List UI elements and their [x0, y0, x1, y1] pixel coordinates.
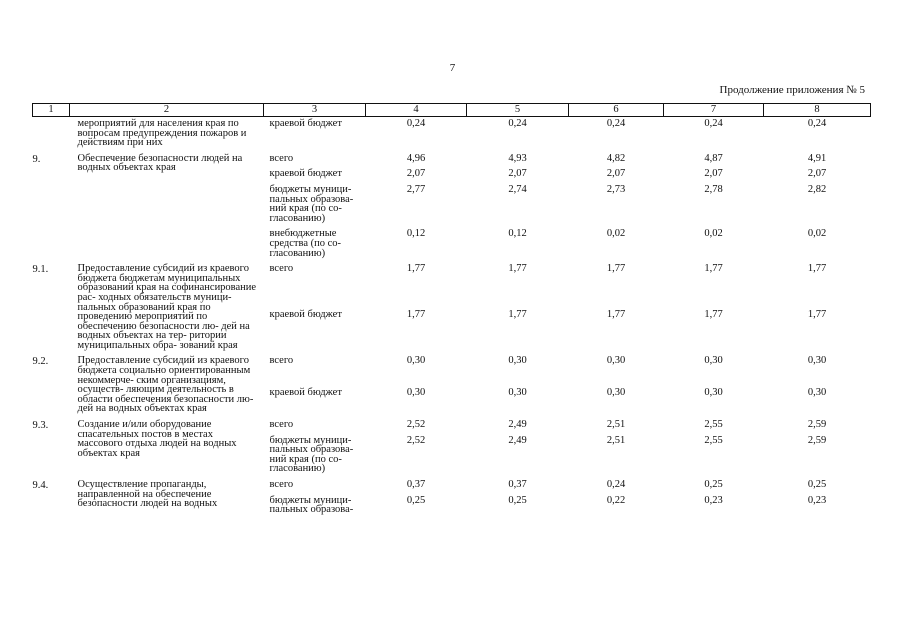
- funding-source: бюджеты муници- пальных образова- ний края (по со- гласованию): [269, 183, 354, 224]
- amount-value: 0,30: [406, 387, 426, 399]
- funding-source-cell: [264, 163, 366, 179]
- funding-source: всего: [269, 152, 294, 164]
- amount-value: 0,30: [704, 387, 723, 399]
- amount-value: 0,30: [606, 387, 626, 399]
- measure-name-cell: [70, 258, 264, 350]
- amount-value: 0,30: [508, 387, 527, 399]
- amount-value: 2,49: [508, 419, 527, 431]
- column-header: 8: [764, 104, 871, 117]
- measure-name-cell: [70, 350, 264, 414]
- amount-value: 2,07: [508, 168, 527, 180]
- amount-value: 0,30: [606, 355, 626, 367]
- amount-value: 0,30: [807, 355, 827, 367]
- measure-name: мероприятий для населения края по вопросам предупреждения пожаров и действиям при них: [77, 118, 247, 149]
- funding-source-cell: [264, 474, 366, 490]
- amount-value: 2,59: [807, 419, 827, 431]
- funding-source-cell: [264, 490, 366, 515]
- measure-name-cell: [70, 474, 264, 515]
- amount-value: 2,51: [606, 419, 626, 431]
- amount-value: 0,30: [508, 355, 527, 367]
- funding-source: всего: [269, 419, 294, 431]
- amount-value: 2,51: [606, 434, 626, 446]
- funding-source-cell: [264, 223, 366, 258]
- amount-value: 0,12: [406, 228, 426, 240]
- amount-value: 1,77: [807, 263, 827, 275]
- amount-value: 4,91: [807, 152, 827, 164]
- amount-value: 1,77: [406, 263, 426, 275]
- funding-source-cell: [264, 350, 366, 382]
- amount-value: 2,59: [807, 434, 827, 446]
- column-header: 5: [467, 104, 569, 117]
- measure-name: Создание и/или оборудование спасательных постов в местах массового отдыха людей на водных объектах края: [77, 419, 237, 459]
- measure-name-cell: [70, 148, 264, 258]
- funding-source: бюджеты муници- пальных образова-: [269, 494, 354, 516]
- row-number: 9.2.: [32, 356, 49, 368]
- measure-name: Обеспечение безопасности людей на водных объектах края: [77, 152, 243, 174]
- amount-value: 0,37: [406, 479, 426, 490]
- amount-value: 2,82: [807, 183, 827, 195]
- amount-value: 2,07: [406, 168, 426, 180]
- funding-source: краевой бюджет: [269, 168, 342, 180]
- row-number: 9.4.: [32, 480, 49, 491]
- funding-source-cell: [264, 382, 366, 414]
- amount-value: 1,77: [508, 263, 527, 275]
- amount-value: 0,25: [704, 479, 723, 490]
- funding-source: бюджеты муници- пальных образова- ний края (по со- гласованию): [269, 434, 354, 475]
- amount-value: 0,12: [508, 228, 527, 240]
- amount-value: 0,25: [406, 494, 426, 506]
- amount-value: 2,07: [704, 168, 723, 180]
- amount-value: 0,30: [406, 355, 426, 367]
- amount-value: 0,25: [807, 479, 827, 490]
- amount-value: 4,87: [704, 152, 723, 164]
- amount-value: 2,07: [606, 168, 626, 180]
- table-row: [33, 350, 871, 382]
- funding-source-cell: [264, 148, 366, 164]
- column-header: 7: [664, 104, 764, 117]
- amount-value: 4,96: [406, 152, 426, 164]
- budget-table: [32, 103, 871, 515]
- amount-value: 2,77: [406, 183, 426, 195]
- amount-value: 2,55: [704, 434, 723, 446]
- funding-source: краевой бюджет: [269, 309, 342, 321]
- table-row: [33, 258, 871, 304]
- amount-value: 4,93: [508, 152, 527, 164]
- appendix-continuation-label: Продолжение приложения № 5: [719, 84, 865, 96]
- amount-value: 0,23: [704, 494, 723, 506]
- funding-source: краевой бюджет: [269, 118, 342, 129]
- column-header: 3: [264, 104, 366, 117]
- funding-source-cell: [264, 430, 366, 474]
- measure-name: Предоставление субсидий из краевого бюджета социально ориентированным некоммерче- ским организациям, осуществ- ляющим деятельность в области обеспечения безопасности лю- дей на водных объектах края: [77, 355, 254, 415]
- amount-value: 0,24: [406, 118, 426, 129]
- funding-source-cell: [264, 117, 366, 148]
- measure-name-cell: [70, 414, 264, 474]
- amount-value: 2,49: [508, 434, 527, 446]
- funding-source-cell: [264, 179, 366, 223]
- amount-value: 0,25: [508, 494, 527, 506]
- funding-source-cell: [264, 258, 366, 304]
- funding-source: краевой бюджет: [269, 387, 342, 399]
- row-number: [33, 117, 70, 148]
- amount-value: 0,24: [508, 118, 527, 129]
- funding-source: всего: [269, 263, 294, 275]
- amount-value: 2,78: [704, 183, 723, 195]
- funding-source-cell: [264, 304, 366, 350]
- amount-value: 1,77: [406, 309, 426, 321]
- amount-value: 1,77: [807, 309, 827, 321]
- row-number: 9.3.: [32, 420, 49, 432]
- amount-value: 0,24: [606, 479, 626, 490]
- column-header: 4: [366, 104, 467, 117]
- measure-name: Предоставление субсидий из краевого бюджета бюджетам муниципальных образований края на софинансирование рас- ходных обязательств муници- пальных образований края по проведению мероприятий по обеспечению безопасности лю- дей на водных объектах на тер- ритории муниципальных обра- зований края: [77, 263, 257, 351]
- amount-value: 0,02: [606, 228, 626, 240]
- amount-value: 4,82: [606, 152, 626, 164]
- measure-name: Осуществление пропаганды, направленной на обеспечение безопасности людей на водных: [77, 479, 218, 510]
- table-row: [33, 474, 871, 490]
- amount-value: 2,52: [406, 434, 426, 446]
- funding-source: всего: [269, 479, 294, 490]
- amount-value: 2,73: [606, 183, 626, 195]
- table-row: [33, 117, 871, 148]
- amount-value: 2,55: [704, 419, 723, 431]
- row-number: 9.1.: [32, 264, 49, 276]
- table-row: [33, 148, 871, 164]
- amount-value: 2,07: [807, 168, 827, 180]
- measure-name-cell: [70, 117, 264, 148]
- column-header: 2: [70, 104, 264, 117]
- table-row: [33, 414, 871, 430]
- amount-value: 0,30: [704, 355, 723, 367]
- column-number-header-row: [33, 104, 871, 117]
- amount-value: 0,22: [606, 494, 626, 506]
- amount-value: 2,74: [508, 183, 527, 195]
- page-number: 7: [449, 62, 456, 74]
- amount-value: 0,37: [508, 479, 527, 490]
- amount-value: 1,77: [704, 263, 723, 275]
- amount-value: 0,24: [704, 118, 723, 129]
- column-header: 1: [33, 104, 70, 117]
- amount-value: 1,77: [508, 309, 527, 321]
- row-number: 9.: [32, 153, 41, 165]
- amount-value: 1,77: [606, 309, 626, 321]
- amount-value: 1,77: [606, 263, 626, 275]
- funding-source: всего: [269, 355, 294, 367]
- amount-value: 0,02: [704, 228, 723, 240]
- column-header: 6: [569, 104, 664, 117]
- amount-value: 1,77: [704, 309, 723, 321]
- amount-value: 0,24: [807, 118, 827, 129]
- amount-value: 2,52: [406, 419, 426, 431]
- amount-value: 0,02: [807, 228, 827, 240]
- amount-value: 0,30: [807, 387, 827, 399]
- funding-source-cell: [264, 414, 366, 430]
- amount-value: 0,24: [606, 118, 626, 129]
- amount-value: 0,23: [807, 494, 827, 506]
- funding-source: внебюджетные средства (по со- гласованию): [269, 228, 342, 259]
